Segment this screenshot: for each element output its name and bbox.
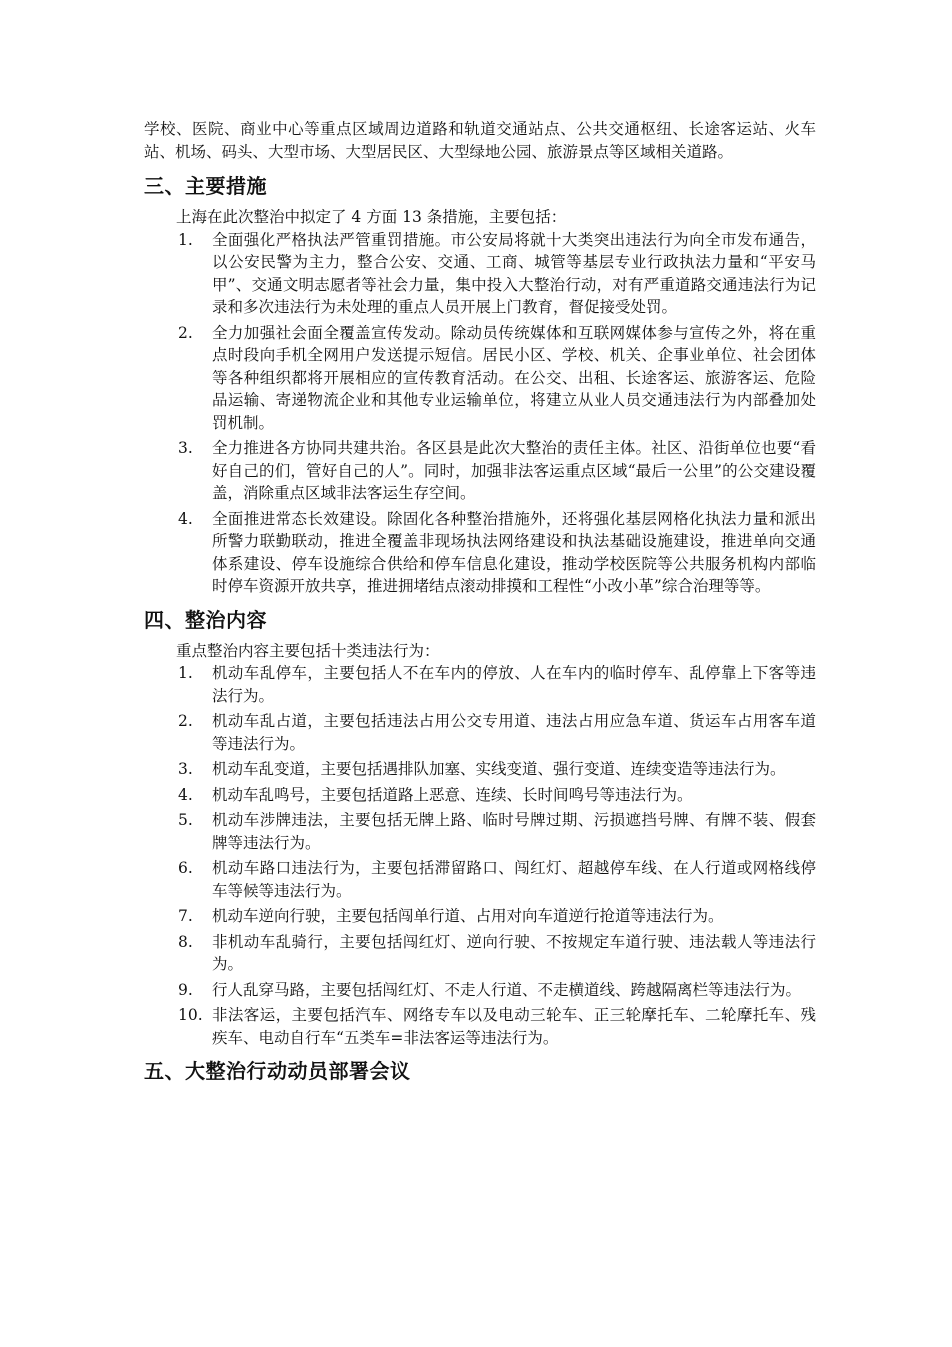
violations-list bbox=[144, 662, 816, 1049]
list-item bbox=[144, 322, 816, 435]
list-item-number: 7. bbox=[178, 907, 193, 925]
list-item bbox=[144, 979, 816, 1002]
list-item-number: 2. bbox=[178, 712, 193, 730]
section-heading-measures: 三、主要措施 bbox=[144, 174, 267, 198]
list-item-number: 1. bbox=[178, 664, 193, 682]
top-paragraph: 学校、医院、商业中心等重点区域周边道路和轨道交通站点、公共交通枢纽、长途客运站、火车站、机场、码头、大型市场、大型居民区、大型绿地公园、旅游景点等区域相关道路。 bbox=[144, 120, 816, 161]
list-item-number: 9. bbox=[178, 980, 193, 999]
list-item-number: 4. bbox=[178, 785, 193, 804]
list-item-text: 全面强化严格执法严管重罚措施。市公安局将就十大类突出违法行为向全市发布通告，以公安民警为主力，整合公安、交通、工商、城管等基层专业行政执法力量和“平安马甲”、交通文明志愿者等社会力量，集中投入大整治行动，对有严重道路交通违法行为记录和多次违法行为未处理的重点人员开展上门教育，督促接受处罚。 bbox=[212, 230, 816, 316]
list-item bbox=[144, 710, 816, 755]
list-item-text: 全面推进常态长效建设。除固化各种整治措施外，还将强化基层网格化执法力量和派出所警力联勤联动，推进全覆盖非现场执法网络建设和执法基础设施建设，推进单向交通体系建设、停车设施综合供给和停车信息化建设，推动学校医院等公共服务机构内部临时停车资源开放共享，推进拥堵结点滚动排摸和工程性“小改小革”综合治理等等。 bbox=[212, 509, 816, 595]
list-item bbox=[144, 905, 816, 928]
section-intro-content: 重点整治内容主要包括十类违法行为： bbox=[176, 641, 440, 660]
list-item-number: 2. bbox=[178, 323, 193, 342]
list-item bbox=[144, 662, 816, 707]
list-item-number: 10. bbox=[178, 1006, 203, 1024]
list-item-number: 8. bbox=[178, 932, 193, 951]
list-item-text: 机动车路口违法行为，主要包括滞留路口、闯红灯、超越停车线、在人行道或网格线停车等候等违法行为。 bbox=[212, 859, 816, 900]
list-item bbox=[144, 758, 816, 781]
list-item-number: 1. bbox=[178, 230, 193, 249]
list-item-text: 行人乱穿马路，主要包括闯红灯、不走人行道、不走横道线、跨越隔离栏等违法行为。 bbox=[212, 980, 802, 999]
section-heading-content: 四、整治内容 bbox=[144, 607, 267, 632]
list-item-number: 4. bbox=[178, 509, 193, 528]
list-item-text: 机动车乱停车，主要包括人不在车内的停放、人在车内的临时停车、乱停靠上下客等违法行为。 bbox=[212, 664, 816, 705]
list-item bbox=[144, 809, 816, 854]
list-item bbox=[144, 857, 816, 902]
list-item-text: 机动车乱变道，主要包括遇排队加塞、实线变道、强行变道、连续变造等违法行为。 bbox=[212, 760, 786, 778]
list-item-number: 5. bbox=[178, 811, 193, 829]
list-item bbox=[144, 229, 816, 319]
section-intro-measures: 上海在此次整治中拟定了 4 方面 13 条措施，主要包括： bbox=[176, 208, 567, 226]
list-item-number: 6. bbox=[178, 859, 193, 877]
list-item-text: 全力推进各方协同共建共治。各区县是此次大整治的责任主体。社区、沿街单位也要“看好自己的们，管好自己的人”。同时，加强非法客运重点区域“最后一公里”的公交建设覆盖，消除重点区域非法客运生存空间。 bbox=[212, 439, 816, 502]
list-item-number: 3. bbox=[178, 760, 193, 778]
document-page bbox=[144, 118, 816, 1091]
list-item-text: 机动车涉牌违法，主要包括无牌上路、临时号牌过期、污损遮挡号牌、有牌不装、假套牌等违法行为。 bbox=[212, 811, 816, 852]
list-item bbox=[144, 784, 816, 807]
list-item-text: 全力加强社会面全覆盖宣传发动。除动员传统媒体和互联网媒体参与宣传之外，将在重点时段向手机全网用户发送提示短信。居民小区、学校、机关、企事业单位、社会团体等各种组织都将开展相应的宣传教育活动。在公交、出租、长途客运、旅游客运、危险品运输、寄递物流企业和其他专业运输单位，将建立从业人员交通违法行为内部叠加处罚机制。 bbox=[212, 323, 816, 432]
list-item-text: 机动车乱占道，主要包括违法占用公交专用道、违法占用应急车道、货运车占用客车道等违法行为。 bbox=[212, 712, 816, 753]
list-item-text: 非法客运，主要包括汽车、网络专车以及电动三轮车、正三轮摩托车、二轮摩托车、残疾车、电动自行车“五类车=非法客运等违法行为。 bbox=[212, 1006, 816, 1047]
list-item-number: 3. bbox=[178, 439, 193, 457]
list-item-text: 机动车乱鸣号，主要包括道路上恶意、连续、长时间鸣号等违法行为。 bbox=[212, 785, 693, 804]
list-item-text: 机动车逆向行驶，主要包括闯单行道、占用对向车道逆行抢道等违法行为。 bbox=[212, 907, 724, 925]
list-item bbox=[144, 508, 816, 598]
list-item bbox=[144, 437, 816, 505]
measures-list bbox=[144, 229, 816, 598]
list-item-text: 非机动车乱骑行，主要包括闯红灯、逆向行驶、不按规定车道行驶、违法载人等违法行为。 bbox=[212, 932, 816, 973]
list-item bbox=[144, 931, 816, 976]
list-item bbox=[144, 1004, 816, 1049]
section-heading-meeting: 五、大整治行动动员部署会议 bbox=[144, 1059, 411, 1083]
